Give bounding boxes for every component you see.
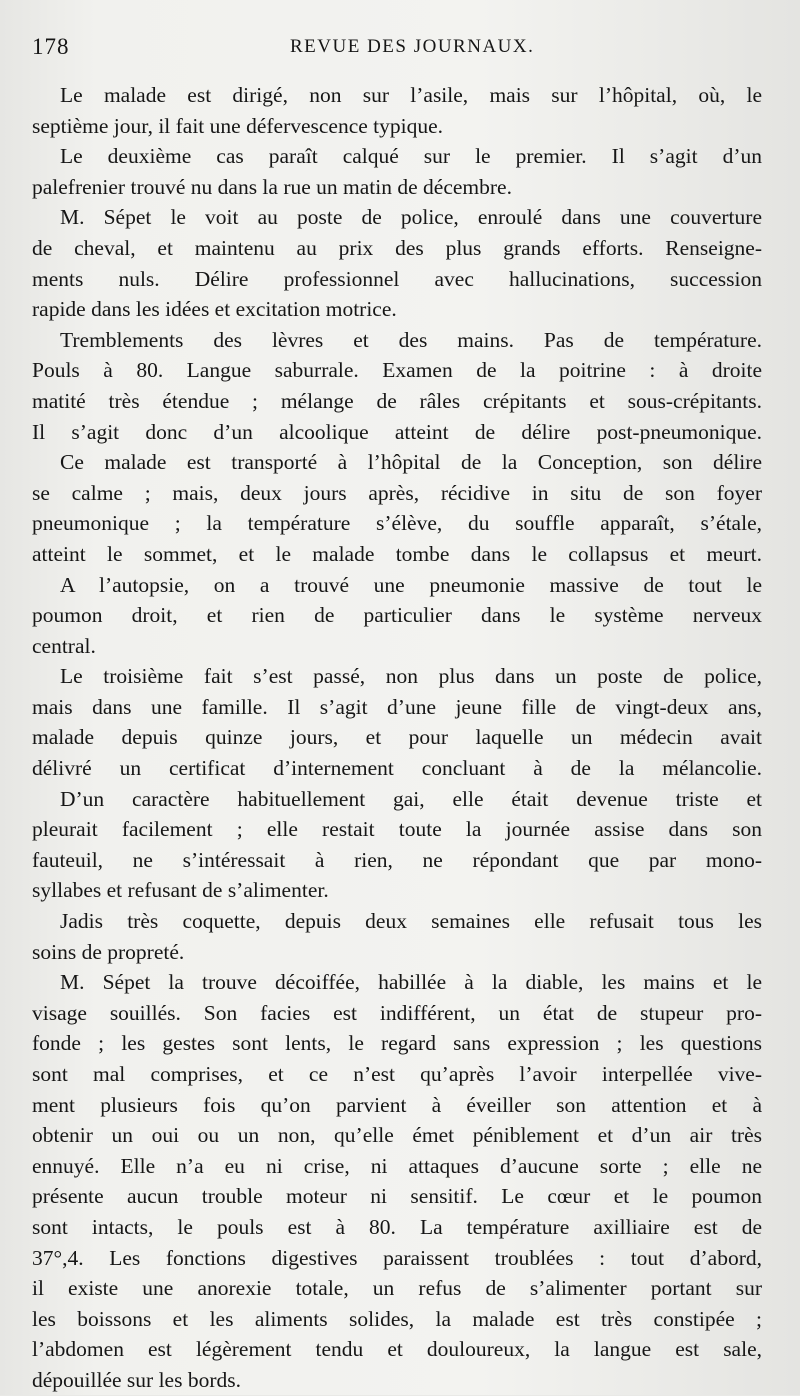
text-line: matité très étendue ; mélange de râles crépitants et sous-crépitants. <box>32 388 762 413</box>
text-line: M. Sépet le voit au poste de police, enroulé dans une couverture <box>60 205 762 230</box>
text-line: l’abdomen est légèrement tendu et douloureux, la langue est sale, <box>32 1337 762 1362</box>
text-line: dépouillée sur les bords. <box>32 1367 241 1392</box>
text-line: Il s’agit donc d’un alcoolique atteint de délire post-pneumonique. <box>32 419 762 444</box>
page-number: 178 <box>32 34 70 59</box>
text-line: syllabes et refusant de s’alimenter. <box>32 878 329 903</box>
text-line: mais dans une famille. Il s’agit d’une jeune fille de vingt-deux ans, <box>32 694 762 719</box>
text-line: fonde ; les gestes sont lents, le regard sans expression ; les questions <box>32 1031 762 1056</box>
text-line: D’un caractère habituellement gai, elle était devenue triste et <box>60 786 762 811</box>
text-line: malade depuis quinze jours, et pour laquelle un médecin avait <box>32 725 762 750</box>
text-line: se calme ; mais, deux jours après, récidive in situ de son foyer <box>32 480 762 505</box>
text-line: ment plusieurs fois qu’on parvient à éveiller son attention et à <box>32 1092 762 1117</box>
text-line: les boissons et les aliments solides, la malade est très constipée ; <box>32 1306 762 1331</box>
text-line: présente aucun trouble moteur ni sensitif. Le cœur et le poumon <box>32 1184 762 1209</box>
text-line: Le malade est dirigé, non sur l’asile, mais sur l’hôpital, où, le <box>60 83 762 107</box>
text-line: Tremblements des lèvres et des mains. Pas de température. <box>60 327 762 352</box>
page-header <box>32 32 762 68</box>
text-line: pleurait facilement ; elle restait toute la journée assise dans son <box>32 817 762 842</box>
text-line: septième jour, il fait une défervescence typique. <box>32 113 444 138</box>
text-line: Ce malade est transporté à l’hôpital de la Conception, son délire <box>60 450 762 475</box>
text-line: obtenir un oui ou un non, qu’elle émet péniblement et d’un air très <box>32 1123 762 1148</box>
text-line: fauteuil, ne s’intéressait à rien, ne répondant que par mono- <box>32 847 762 872</box>
text-line: palefrenier trouvé nu dans la rue un matin de décembre. <box>32 174 512 199</box>
text-line: central. <box>32 633 96 658</box>
text-line: atteint le sommet, et le malade tombe dans le collapsus et meurt. <box>32 541 762 566</box>
text-line: M. Sépet la trouve décoiffée, habillée à la diable, les mains et le <box>60 970 762 995</box>
text-line: ments nuls. Délire professionnel avec hallucinations, succession <box>32 266 762 291</box>
body-text <box>32 80 762 1396</box>
text-line: pneumonique ; la température s’élève, du souffle apparaît, s’étale, <box>32 511 762 536</box>
text-line: de cheval, et maintenu au prix des plus grands efforts. Renseigne- <box>32 235 762 260</box>
text-line: rapide dans les idées et excitation motrice. <box>32 297 397 322</box>
text-line: poumon droit, et rien de particulier dans le système nerveux <box>32 603 762 628</box>
text-line: A l’autopsie, on a trouvé une pneumonie massive de tout le <box>60 572 762 597</box>
text-line: Le deuxième cas paraît calqué sur le premier. Il s’agit d’un <box>60 144 762 169</box>
text-line: Jadis très coquette, depuis deux semaines elle refusait tous les <box>60 909 762 934</box>
text-line: il existe une anorexie totale, un refus de s’alimenter portant sur <box>32 1276 762 1301</box>
text-line: délivré un certificat d’internement concluant à de la mélancolie. <box>32 756 762 781</box>
text-line: ennuyé. Elle n’a eu ni crise, ni attaques d’aucune sorte ; elle ne <box>32 1153 762 1178</box>
text-line: Le troisième fait s’est passé, non plus dans un poste de police, <box>60 664 762 689</box>
text-line: sont intacts, le pouls est à 80. La température axilliaire est de <box>32 1214 762 1239</box>
text-line: visage souillés. Son facies est indifférent, un état de stupeur pro- <box>32 1000 762 1025</box>
text-line: 37°,4. Les fonctions digestives paraissent troublées : tout d’abord, <box>32 1245 762 1270</box>
text-line: soins de propreté. <box>32 939 185 964</box>
running-head: REVUE DES JOURNAUX. <box>290 36 535 57</box>
text-line: sont mal comprises, et ce n’est qu’après l’avoir interpellée vive- <box>32 1062 762 1086</box>
text-line: Pouls à 80. Langue saburrale. Examen de la poitrine : à droite <box>32 358 762 383</box>
